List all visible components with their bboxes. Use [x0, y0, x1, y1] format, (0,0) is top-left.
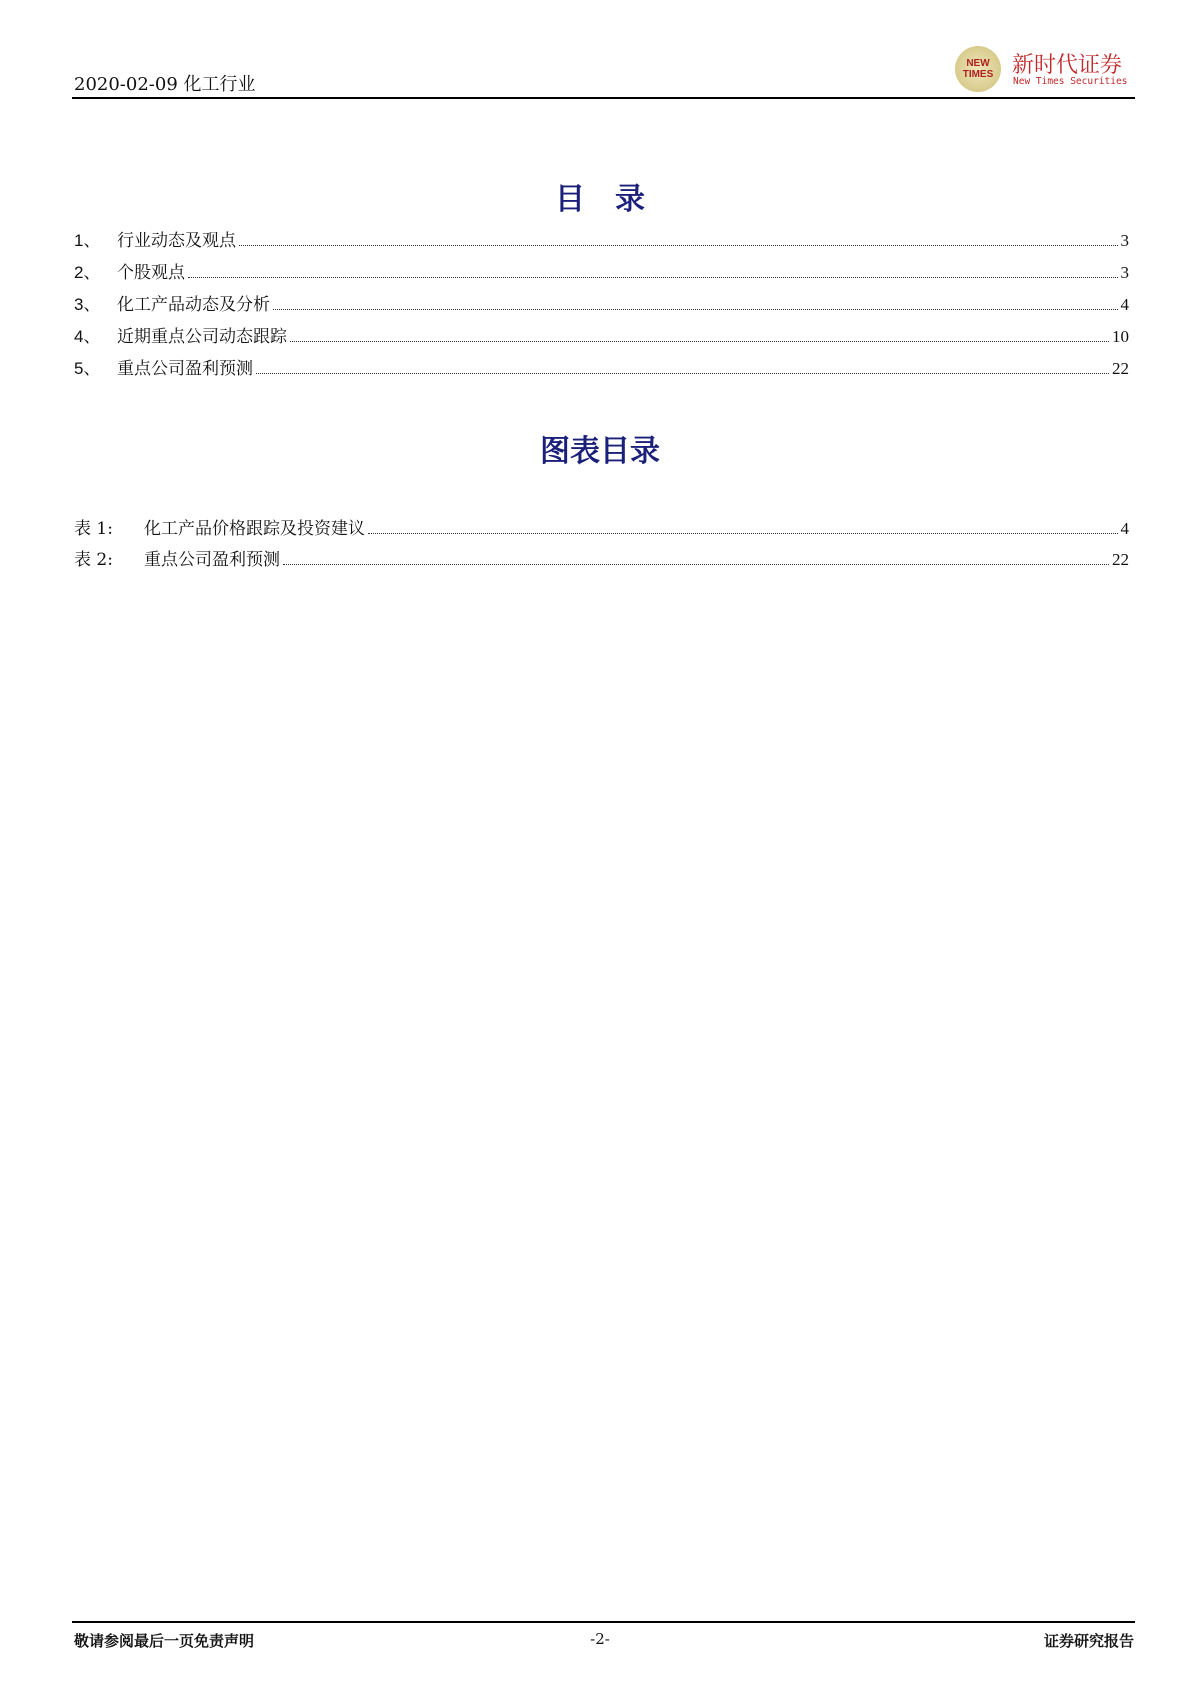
entry-page: 22 — [1112, 550, 1129, 569]
entry-number: 表 1: — [74, 519, 113, 539]
toc-entry[interactable] — [74, 514, 1129, 540]
logo-name-cn: 新时代证券 — [1012, 53, 1123, 78]
toc-entry[interactable] — [74, 226, 1129, 252]
entry-number: 2、 — [74, 263, 101, 282]
header-date-sector: 2020-02-09 化工行业 — [74, 74, 256, 95]
toc-entry[interactable] — [74, 290, 1129, 316]
dot-leader — [273, 295, 1118, 310]
dot-leader — [256, 359, 1109, 374]
entry-page: 22 — [1112, 359, 1129, 378]
entry-label: 行业动态及观点 — [117, 231, 236, 251]
entry-label: 重点公司盈利预测 — [144, 550, 280, 570]
entry-label: 化工产品价格跟踪及投资建议 — [144, 519, 365, 539]
entry-number: 3、 — [74, 295, 101, 314]
entry-number: 5、 — [74, 359, 101, 378]
header-divider — [72, 97, 1135, 99]
logo-emblem: NEW TIMES — [955, 46, 1001, 92]
dot-leader — [290, 327, 1109, 342]
entry-page: 10 — [1112, 327, 1129, 346]
dot-leader — [239, 231, 1118, 246]
entry-number: 1、 — [74, 231, 101, 250]
entry-page: 4 — [1120, 519, 1129, 538]
toc-entry[interactable] — [74, 258, 1129, 284]
entry-label: 重点公司盈利预测 — [117, 359, 253, 379]
entry-label: 近期重点公司动态跟踪 — [117, 327, 287, 347]
company-logo — [955, 46, 1140, 94]
figures-title: 图表目录 — [540, 434, 660, 469]
entry-number: 4、 — [74, 327, 101, 346]
dot-leader — [188, 263, 1118, 278]
entry-label: 化工产品动态及分析 — [117, 295, 270, 315]
entry-number: 表 2: — [74, 550, 113, 570]
logo-name-en: New Times Securities — [1013, 76, 1128, 87]
entry-page: 4 — [1120, 295, 1129, 314]
entry-page: 3 — [1120, 231, 1129, 250]
toc-entry[interactable] — [74, 545, 1129, 571]
dot-leader — [283, 550, 1109, 565]
page-number: -2- — [590, 1630, 610, 1648]
toc-title: 目 录 — [555, 182, 645, 217]
footer-divider — [72, 1621, 1135, 1623]
toc-entry[interactable] — [74, 322, 1129, 348]
footer-disclaimer: 敬请参阅最后一页免责声明 — [74, 1632, 255, 1650]
footer-report-type: 证券研究报告 — [1043, 1632, 1134, 1650]
toc-entry[interactable] — [74, 354, 1129, 380]
entry-page: 3 — [1120, 263, 1129, 282]
dot-leader — [368, 519, 1118, 534]
entry-label: 个股观点 — [117, 263, 185, 283]
